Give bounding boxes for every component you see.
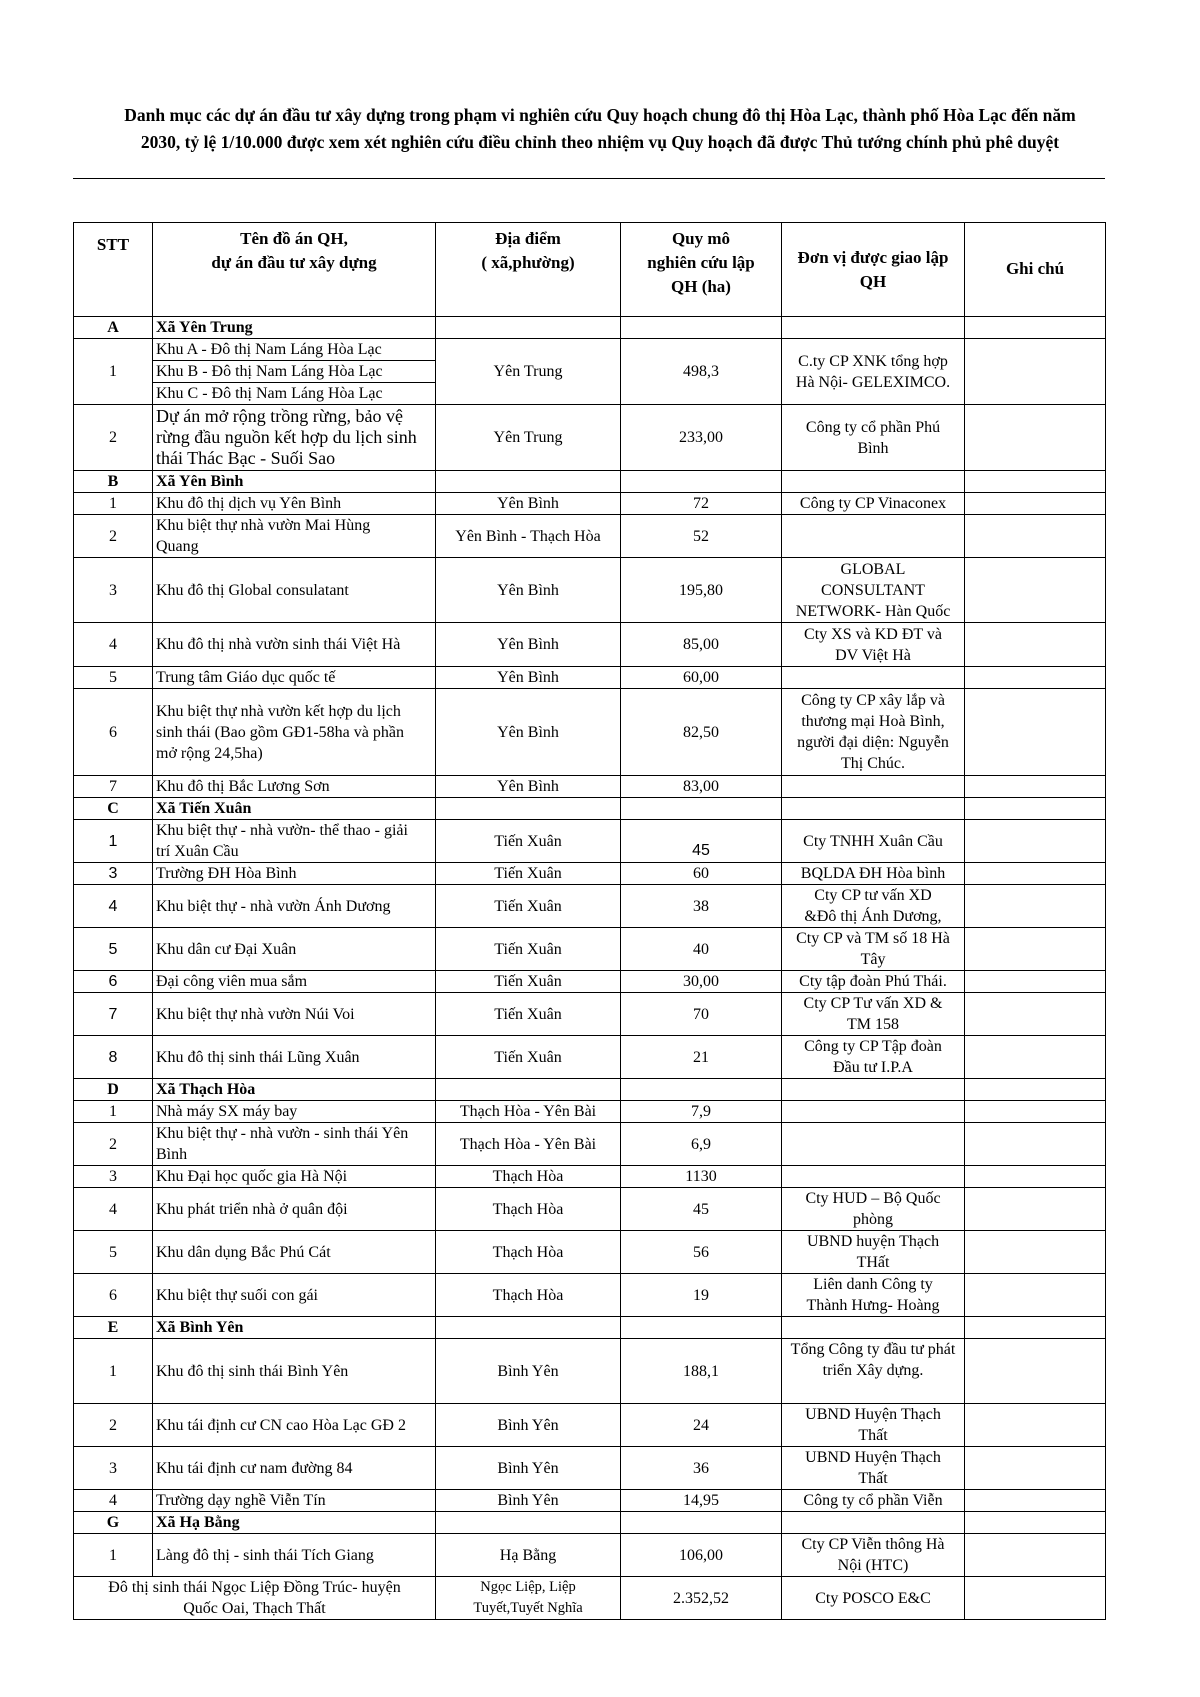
project-unit: Cty TNHH Xuân Cầu (782, 820, 965, 863)
section-code: G (74, 1512, 153, 1534)
project-name: Khu đô thị Global consulatant (153, 558, 436, 623)
project-note (965, 339, 1106, 405)
project-scale: 60,00 (621, 667, 782, 689)
project-name: Trung tâm Giáo dục quốc tế (153, 667, 436, 689)
project-name: Khu biệt thự suối con gái (153, 1274, 436, 1317)
project-scale: 70 (621, 993, 782, 1036)
row-stt: 4 (74, 885, 153, 928)
table-row (74, 1188, 1106, 1231)
project-scale: 56 (621, 1231, 782, 1274)
header-note: Ghi chú (965, 223, 1106, 317)
table-row (74, 971, 1106, 993)
project-name: Khu đô thị Bắc Lương Sơn (153, 776, 436, 798)
project-location: Yên Bình (436, 493, 621, 515)
table-row (74, 515, 1106, 558)
project-name: Nhà máy SX máy bay (153, 1101, 436, 1123)
project-location: Tiến Xuân (436, 885, 621, 928)
project-location: Bình Yên (436, 1447, 621, 1490)
table-row (74, 558, 1106, 623)
project-scale: 52 (621, 515, 782, 558)
row-stt: 5 (74, 667, 153, 689)
table-row (74, 493, 1106, 515)
section-name: Xã Hạ Bằng (153, 1512, 436, 1534)
project-note (965, 1188, 1106, 1231)
project-unit: Công ty cổ phần Viễn (782, 1490, 965, 1512)
table-row (74, 1577, 1106, 1620)
project-location: Tiến Xuân (436, 993, 621, 1036)
project-name: Khu tái định cư nam đường 84 (153, 1447, 436, 1490)
project-name: Khu biệt thự nhà vườn Mai Hùng Quang (153, 515, 436, 558)
section-name: Xã Yên Bình (153, 471, 436, 493)
project-unit: Cty HUD – Bộ Quốc phòng (782, 1188, 965, 1231)
project-location: Thạch Hòa (436, 1166, 621, 1188)
project-unit: UBND huyện Thạch THất (782, 1231, 965, 1274)
row-stt: 4 (74, 1490, 153, 1512)
project-note (965, 1447, 1106, 1490)
table-row (74, 1339, 1106, 1404)
row-stt: 1 (74, 339, 153, 405)
table-row (74, 1447, 1106, 1490)
project-unit: Cty CP tư vấn XD &Đô thị Ánh Dương, (782, 885, 965, 928)
project-scale: 40 (621, 928, 782, 971)
project-name: Khu đô thị sinh thái Bình Yên (153, 1339, 436, 1404)
row-stt: 2 (74, 405, 153, 471)
project-note (965, 1123, 1106, 1166)
project-unit: Công ty CP xây lắp và thương mại Hoà Bình, người đại diện: Nguyễn Thị Chúc. (782, 689, 965, 776)
project-unit (782, 776, 965, 798)
project-location: Thạch Hòa (436, 1231, 621, 1274)
project-scale: 36 (621, 1447, 782, 1490)
project-location: Hạ Bằng (436, 1534, 621, 1577)
table-row (74, 928, 1106, 971)
row-stt: 7 (74, 776, 153, 798)
section-row-d (74, 1079, 1106, 1101)
table-row (74, 885, 1106, 928)
project-location: Ngọc Liệp, Liệp Tuyết,Tuyết Nghĩa (436, 1577, 621, 1620)
project-scale: 19 (621, 1274, 782, 1317)
project-location: Tiến Xuân (436, 863, 621, 885)
table-row (74, 1534, 1106, 1577)
project-location: Yên Bình (436, 558, 621, 623)
project-scale: 106,00 (621, 1534, 782, 1577)
table-row (74, 1123, 1106, 1166)
table-row (74, 689, 1106, 776)
project-note (965, 405, 1106, 471)
project-name: Khu biệt thự nhà vườn Núi Voi (153, 993, 436, 1036)
project-note (965, 928, 1106, 971)
section-row-c (74, 798, 1106, 820)
project-name: Dự án mở rộng trồng rừng, bảo vệ rừng đầu nguồn kết hợp du lịch sinh thái Thác Bạc - Suối Sao (153, 405, 436, 471)
table-row (74, 339, 1106, 361)
project-unit: Cty XS và KD ĐT và DV Việt Hà (782, 623, 965, 667)
project-location: Yên Bình (436, 776, 621, 798)
project-name: Khu biệt thự - nhà vườn- thể thao - giải trí Xuân Cầu (153, 820, 436, 863)
project-location: Bình Yên (436, 1404, 621, 1447)
row-stt: 1 (74, 493, 153, 515)
project-location: Tiến Xuân (436, 928, 621, 971)
header-location: Địa điểm ( xã,phường) (436, 223, 621, 317)
project-name: Khu đô thị dịch vụ Yên Bình (153, 493, 436, 515)
table-row (74, 863, 1106, 885)
project-note (965, 971, 1106, 993)
section-code: C (74, 798, 153, 820)
project-note (965, 1101, 1106, 1123)
row-stt: 3 (74, 558, 153, 623)
project-name: Khu biệt thự - nhà vườn - sinh thái Yên Bình (153, 1123, 436, 1166)
project-unit: Cty CP Viễn thông Hà Nội (HTC) (782, 1534, 965, 1577)
section-name: Xã Bình Yên (153, 1317, 436, 1339)
row-stt: 5 (74, 1231, 153, 1274)
header-name: Tên đồ án QH, dự án đầu tư xây dựng (153, 223, 436, 317)
project-unit: Công ty CP Vinaconex (782, 493, 965, 515)
project-note (965, 863, 1106, 885)
row-stt: 2 (74, 515, 153, 558)
project-location: Yên Bình (436, 689, 621, 776)
project-unit: BQLDA ĐH Hòa bình (782, 863, 965, 885)
project-location: Yên Bình (436, 623, 621, 667)
project-unit (782, 667, 965, 689)
project-note (965, 885, 1106, 928)
project-name: Đại công viên mua sắm (153, 971, 436, 993)
section-code: E (74, 1317, 153, 1339)
section-code: A (74, 317, 153, 339)
table-row (74, 1166, 1106, 1188)
section-code: D (74, 1079, 153, 1101)
row-stt: 1 (74, 1534, 153, 1577)
project-scale: 85,00 (621, 623, 782, 667)
row-stt: 2 (74, 1123, 153, 1166)
section-code: B (74, 471, 153, 493)
project-scale: 14,95 (621, 1490, 782, 1512)
project-note (965, 515, 1106, 558)
section-name: Xã Yên Trung (153, 317, 436, 339)
row-stt: 8 (74, 1036, 153, 1079)
project-unit: UBND Huyện Thạch Thất (782, 1447, 965, 1490)
project-note (965, 820, 1106, 863)
project-note (965, 776, 1106, 798)
project-location: Yên Bình (436, 667, 621, 689)
project-scale: 2.352,52 (621, 1577, 782, 1620)
project-scale: 45 (621, 1188, 782, 1231)
project-location: Thạch Hòa (436, 1274, 621, 1317)
table-row (74, 405, 1106, 471)
project-name: Khu Đại học quốc gia Hà Nội (153, 1166, 436, 1188)
project-scale: 195,80 (621, 558, 782, 623)
project-note (965, 1534, 1106, 1577)
project-note (965, 1036, 1106, 1079)
project-location: Bình Yên (436, 1339, 621, 1404)
project-unit: C.ty CP XNK tổng hợp Hà Nội- GELEXIMCO. (782, 339, 965, 405)
project-unit: Cty POSCO E&C (782, 1577, 965, 1620)
project-unit (782, 1101, 965, 1123)
project-scale: 30,00 (621, 971, 782, 993)
project-scale: 38 (621, 885, 782, 928)
project-note (965, 1404, 1106, 1447)
row-stt: 6 (74, 1274, 153, 1317)
row-stt: 3 (74, 1447, 153, 1490)
project-name: Khu đô thị nhà vườn sinh thái Việt Hà (153, 623, 436, 667)
project-note (965, 993, 1106, 1036)
header-scale: Quy mô nghiên cứu lập QH (ha) (621, 223, 782, 317)
project-scale: 1130 (621, 1166, 782, 1188)
section-name: Xã Thạch Hòa (153, 1079, 436, 1101)
project-name: Trường dạy nghề Viễn Tín (153, 1490, 436, 1512)
project-note (965, 689, 1106, 776)
section-name: Xã Tiến Xuân (153, 798, 436, 820)
project-name: Khu dân cư Đại Xuân (153, 928, 436, 971)
row-stt: 1 (74, 1339, 153, 1404)
project-unit: GLOBAL CONSULTANT NETWORK- Hàn Quốc (782, 558, 965, 623)
project-scale: 233,00 (621, 405, 782, 471)
header-unit: Đơn vị được giao lập QH (782, 223, 965, 317)
project-note (965, 623, 1106, 667)
table-row (74, 1101, 1106, 1123)
table-row (74, 820, 1106, 863)
table-row (74, 1231, 1106, 1274)
row-stt: 2 (74, 1404, 153, 1447)
project-note (965, 1274, 1106, 1317)
section-row-g (74, 1512, 1106, 1534)
project-note (965, 493, 1106, 515)
project-note (965, 667, 1106, 689)
project-scale: 21 (621, 1036, 782, 1079)
project-scale: 6,9 (621, 1123, 782, 1166)
project-scale: 498,3 (621, 339, 782, 405)
project-unit (782, 515, 965, 558)
project-name: Làng đô thị - sinh thái Tích Giang (153, 1534, 436, 1577)
project-scale: 45 (621, 820, 782, 863)
row-stt: 6 (74, 689, 153, 776)
project-name: Khu A - Đô thị Nam Láng Hòa Lạc (153, 339, 436, 361)
project-location: Thạch Hòa - Yên Bài (436, 1123, 621, 1166)
project-unit (782, 1166, 965, 1188)
project-unit: Công ty cổ phần Phú Bình (782, 405, 965, 471)
table-row (74, 776, 1106, 798)
title-line-2: 2030, tỷ lệ 1/10.000 được xem xét nghiên cứu điều chỉnh theo nhiệm vụ Quy hoạch đã được Thủ tướng chính phủ phê duyệt (140, 132, 1060, 152)
project-unit: Công ty CP Tập đoàn Đầu tư I.P.A (782, 1036, 965, 1079)
project-note (965, 1577, 1106, 1620)
project-unit (782, 1123, 965, 1166)
table-row (74, 667, 1106, 689)
project-name: Khu đô thị sinh thái Lũng Xuân (153, 1036, 436, 1079)
project-name: Khu biệt thự - nhà vườn Ánh Dương (153, 885, 436, 928)
project-scale: 72 (621, 493, 782, 515)
row-stt: 7 (74, 993, 153, 1036)
project-location: Tiến Xuân (436, 971, 621, 993)
project-scale: 24 (621, 1404, 782, 1447)
title-divider (73, 178, 1105, 179)
project-note (965, 1231, 1106, 1274)
row-stt: 1 (74, 1101, 153, 1123)
project-location: Bình Yên (436, 1490, 621, 1512)
row-stt: 3 (74, 1166, 153, 1188)
project-name: Khu tái định cư CN cao Hòa Lạc GĐ 2 (153, 1404, 436, 1447)
row-stt: 4 (74, 1188, 153, 1231)
project-location: Yên Trung (436, 339, 621, 405)
title-line-1: Danh mục các dự án đầu tư xây dựng trong phạm vi nghiên cứu Quy hoạch chung đô thị Hòa Lạc, thành phố Hòa Lạc đến năm (124, 105, 1076, 125)
project-location: Yên Bình - Thạch Hòa (436, 515, 621, 558)
project-name: Khu biệt thự nhà vườn kết hợp du lịch sinh thái (Bao gồm GĐ1-58ha và phần mở rộng 24,5ha) (153, 689, 436, 776)
project-name: Khu C - Đô thị Nam Láng Hòa Lạc (153, 383, 436, 405)
project-location: Thạch Hòa (436, 1188, 621, 1231)
project-unit: UBND Huyện Thạch Thất (782, 1404, 965, 1447)
project-unit: Cty tập đoàn Phú Thái. (782, 971, 965, 993)
project-unit: Liên danh Công ty Thành Hưng- Hoàng (782, 1274, 965, 1317)
project-scale: 82,50 (621, 689, 782, 776)
project-location: Tiến Xuân (436, 820, 621, 863)
project-name: Đô thị sinh thái Ngọc Liệp Đồng Trúc- huyện Quốc Oai, Thạch Thất (74, 1577, 436, 1620)
project-note (965, 558, 1106, 623)
section-row-b (74, 471, 1106, 493)
project-name: Khu B - Đô thị Nam Láng Hòa Lạc (153, 361, 436, 383)
project-note (965, 1490, 1106, 1512)
row-stt: 3 (74, 863, 153, 885)
table-row (74, 993, 1106, 1036)
project-name: Trường ĐH Hòa Bình (153, 863, 436, 885)
row-stt: 6 (74, 971, 153, 993)
project-note (965, 1166, 1106, 1188)
table-row (74, 623, 1106, 667)
row-stt: 5 (74, 928, 153, 971)
project-unit: Cty CP và TM số 18 Hà Tây (782, 928, 965, 971)
project-location: Yên Trung (436, 405, 621, 471)
project-note (965, 1339, 1106, 1404)
table-row (74, 1274, 1106, 1317)
table-row (74, 1490, 1106, 1512)
section-row-a (74, 317, 1106, 339)
project-name: Khu phát triển nhà ở quân đội (153, 1188, 436, 1231)
project-unit: Tổng Công ty đầu tư phát triển Xây dựng. (782, 1339, 965, 1404)
project-scale: 83,00 (621, 776, 782, 798)
document-title (60, 102, 1140, 156)
project-location: Tiến Xuân (436, 1036, 621, 1079)
table-row (74, 1036, 1106, 1079)
project-scale: 60 (621, 863, 782, 885)
row-stt: 1 (74, 820, 153, 863)
header-row (74, 223, 1106, 317)
project-location: Thạch Hòa - Yên Bài (436, 1101, 621, 1123)
project-scale: 7,9 (621, 1101, 782, 1123)
header-stt: STT (74, 223, 153, 317)
project-unit: Cty CP Tư vấn XD & TM 158 (782, 993, 965, 1036)
projects-table (73, 222, 1106, 1620)
row-stt: 4 (74, 623, 153, 667)
project-scale: 188,1 (621, 1339, 782, 1404)
table-row (74, 1404, 1106, 1447)
project-name: Khu dân dụng Bắc Phú Cát (153, 1231, 436, 1274)
section-row-e (74, 1317, 1106, 1339)
